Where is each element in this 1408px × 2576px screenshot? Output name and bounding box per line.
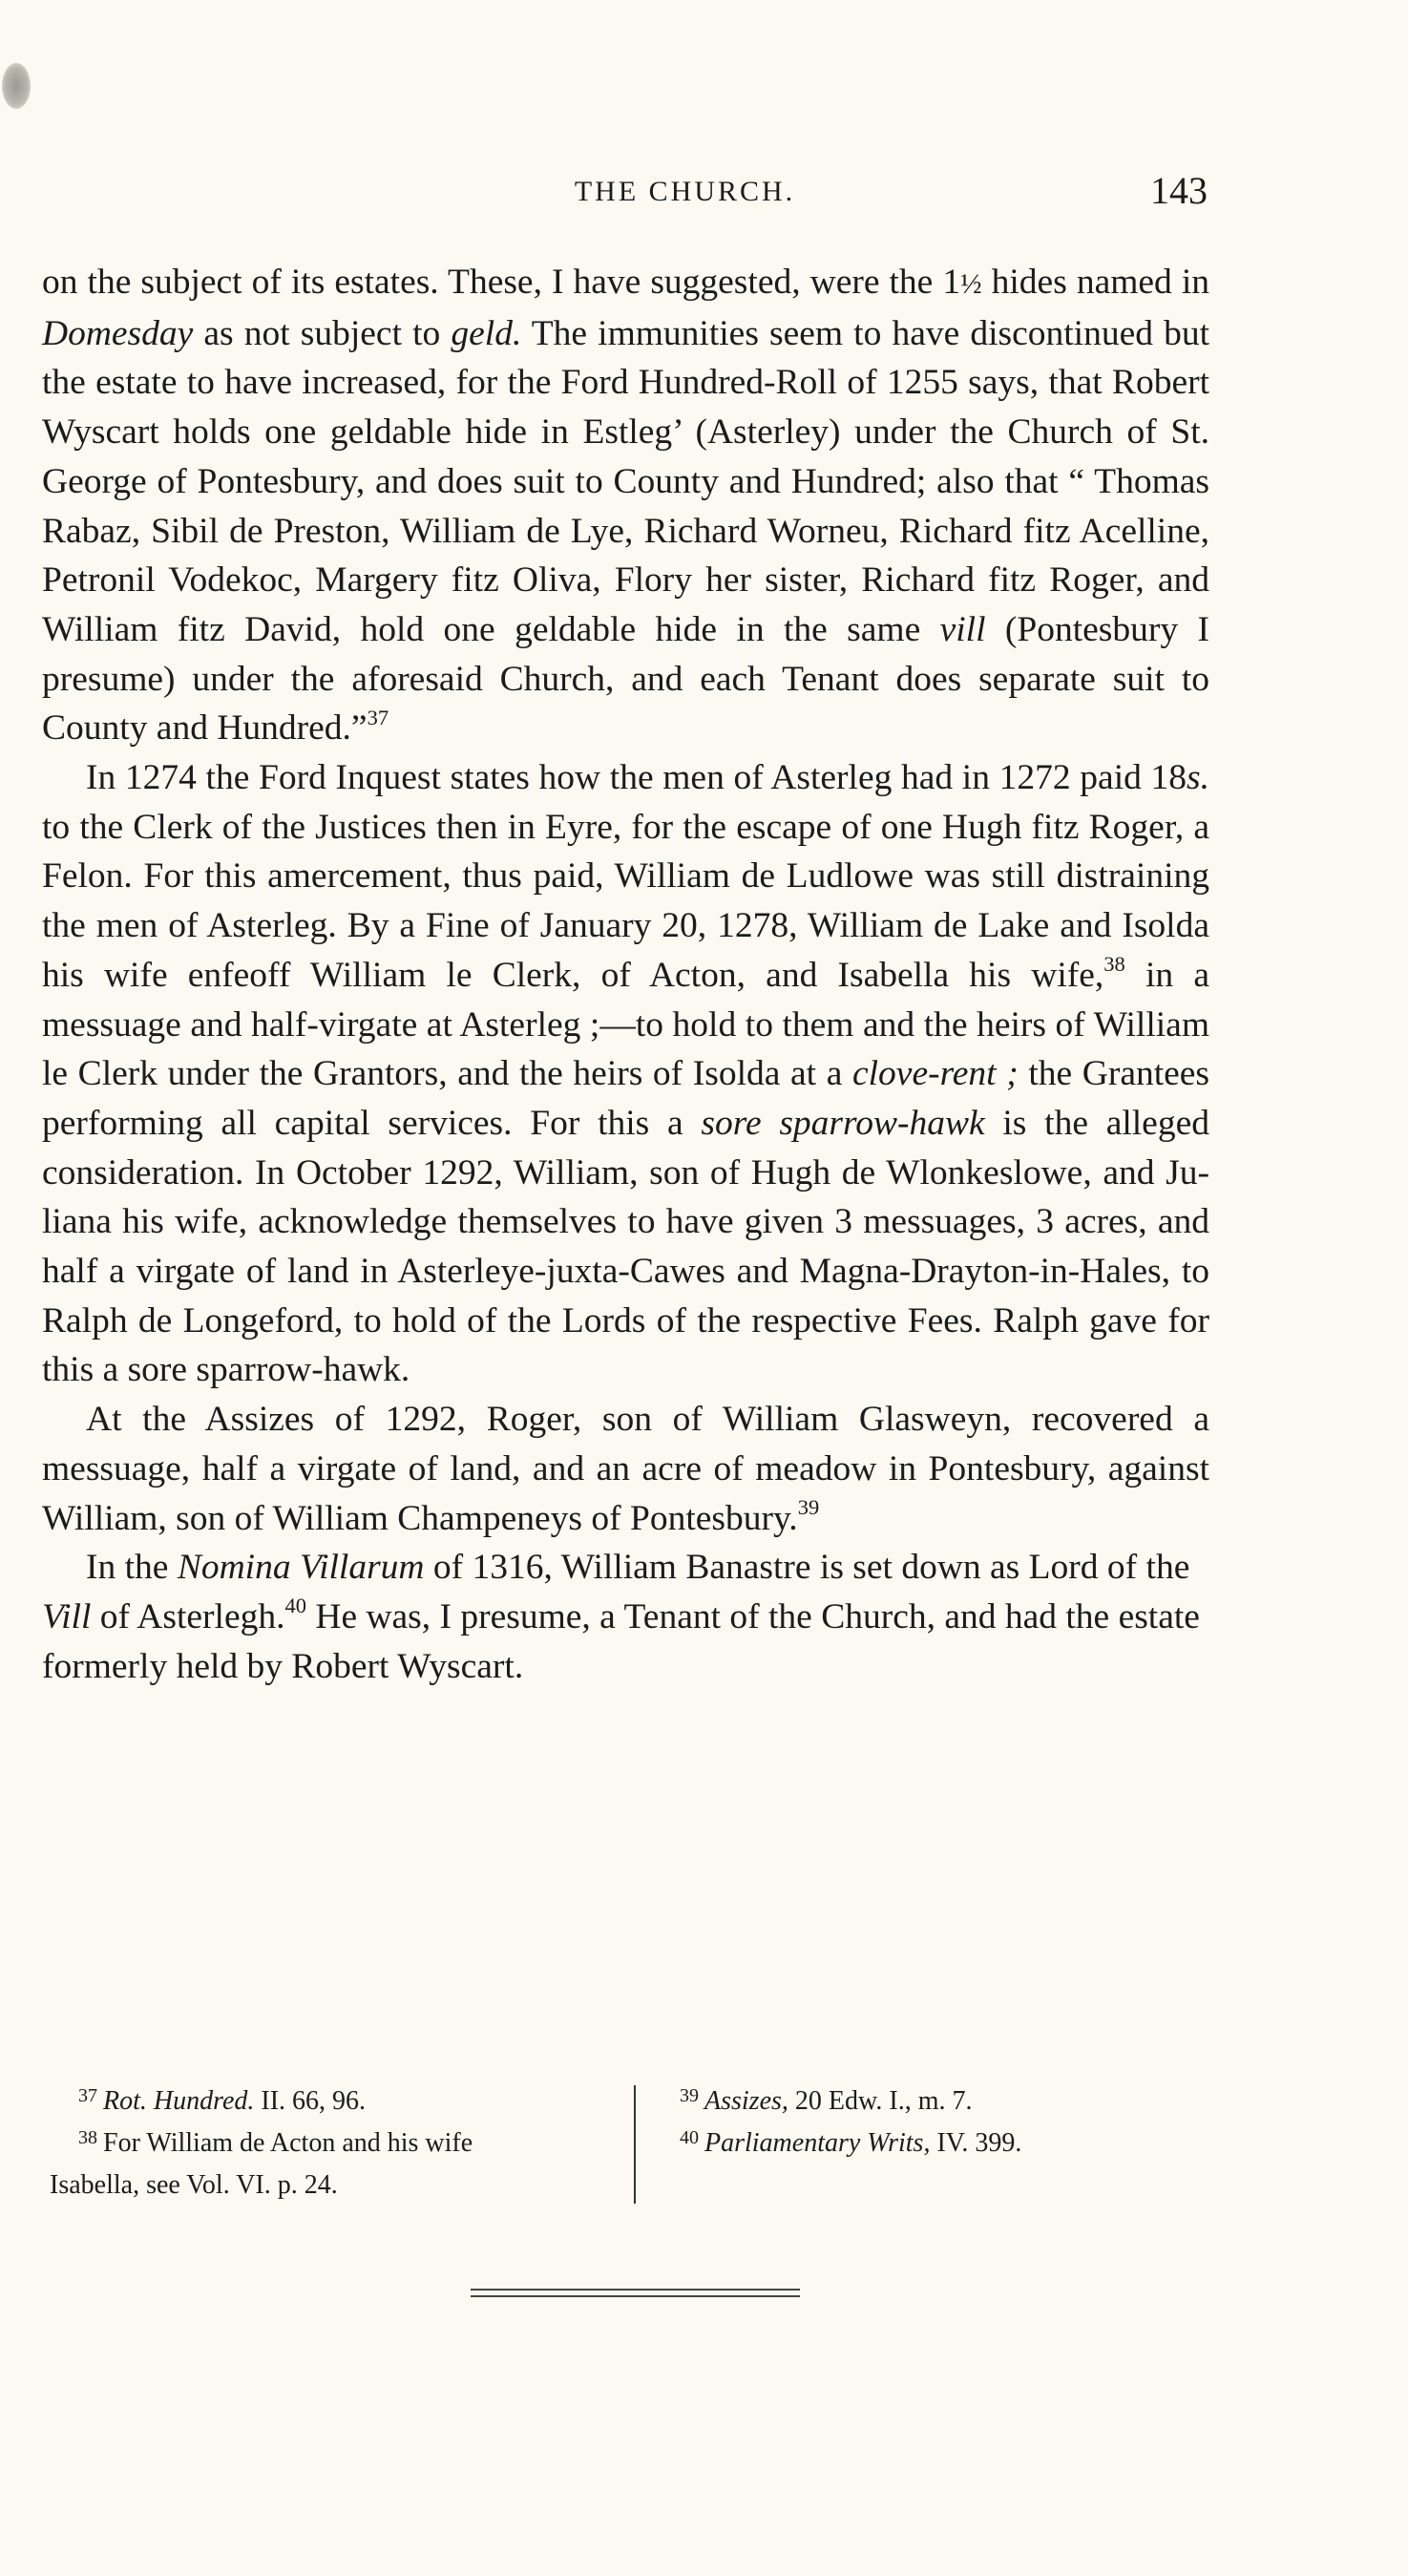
bottom-rule (471, 2295, 800, 2297)
italic-text: geld. (451, 313, 522, 353)
footnote-column-divider (634, 2085, 636, 2204)
footnote-number: 39 (680, 2085, 699, 2106)
text-run: of Asterlegh. (91, 1596, 285, 1636)
running-head (0, 168, 1408, 216)
text-run: the Grantees performing all capital services. For this a (42, 1054, 1210, 1143)
italic-text: vill (939, 609, 986, 649)
paragraph (42, 1543, 1209, 1691)
italic-text: Vill (42, 1596, 92, 1636)
footnote-text: II. 66, 96. (254, 2086, 367, 2116)
text-run: as not subject to (193, 313, 452, 353)
footnote-text: 20 Edw. I., m. 7. (788, 2086, 973, 2116)
paragraph (42, 258, 1209, 753)
text-run: of 1316, William Banastre is set down as Lord of the (424, 1548, 1190, 1588)
footnote-number: 37 (78, 2085, 97, 2106)
text-run: In 1274 the Ford Inquest states how the men of Asterleg had in 1272 paid 18 (86, 758, 1187, 798)
footnote-reference: 37 (367, 705, 389, 729)
footnote-reference: 38 (1103, 952, 1125, 977)
text-run: He was, I presume, a Tenant of the Church, and had the estate formerly held by Robert Wyscart. (42, 1596, 1200, 1686)
text-run: hides named in (981, 263, 1209, 302)
text-run: is the alleged consideration. In October 1292, William, son of Hugh de Wlonkeslowe, and Juliana his wife, acknowledge themselves to have given 3 messuages, 3 acres, and half a virgate of land in Asterleye-juxta-Cawes and Magna-Drayton-in-Hales, to Ralph de Longeford, to hold of the Lords of the respective Fees. Ralph gave for this a sore sparrow-hawk. (42, 1103, 1209, 1390)
text-run: At the Assizes of 1292, Roger, son of William Glasweyn, recovered a messuage, half a virgate of land, and an acre of meadow in Pontesbury, against William, son of William Champeneys of Pontesbury. (42, 1400, 1209, 1538)
italic-text: clove-rent ; (851, 1054, 1019, 1094)
text-run: in a messuage and half-virgate at Asterleg ;—to hold to them and the heirs of William le Clerk under the Grantors, and the heirs of Isolda at a (42, 955, 1209, 1094)
ink-blot (2, 63, 31, 109)
italic-text: Nomina Villarum (177, 1548, 425, 1588)
footnote-citation: Parliamentary Writs, (704, 2128, 931, 2158)
italic-text: sore sparrow-hawk (701, 1103, 985, 1143)
footnote-citation: Assizes, (704, 2086, 788, 2116)
footnotes-left-column (50, 2081, 662, 2205)
footnote-text: For William de Acton and his wife (103, 2128, 473, 2158)
text-run: (Pontesbury I presume) under the aforesaid Church, and each Tenant does separate suit to County and Hundred.” (42, 609, 1209, 749)
page-number: 143 (1150, 169, 1208, 212)
running-head-title: THE CHURCH. (574, 176, 796, 207)
footnote-reference: 40 (284, 1594, 306, 1618)
footnote-39 (680, 2081, 1195, 2123)
italic-text: s. (1187, 758, 1209, 798)
text-run: The immunities seem to have discontinued but the estate to have increased, for the Ford Hundred-Roll of 1255 says, that Robert Wyscart holds one geldable hide in Estleg’ (Asterley) under the Church of St. George of Pontesbury, and does suit to County and Hundred; also that “ Thomas Rabaz, Sibil de Preston, William de Lye, Richard Worneu, Richard fitz Acelline, Petronil Vodekoc, Margery fitz Oliva, Flory her sister, Richard fitz Roger, and William fitz David, hold one geldable hide in the same (42, 313, 1209, 649)
fraction: ½ (960, 268, 982, 300)
footnote-text: IV. 399. (930, 2128, 1022, 2158)
footnote-citation: Rot. Hundred. (103, 2086, 255, 2116)
paragraph (42, 1395, 1209, 1543)
footnote-reference: 39 (797, 1494, 820, 1519)
text-run: on the subject of its estates. These, I have suggested, were the 1 (42, 263, 961, 302)
footnotes (50, 2081, 1207, 2244)
footnote-number: 38 (78, 2127, 97, 2148)
footnote-40 (680, 2123, 1195, 2165)
footnote-37 (78, 2081, 662, 2123)
footnote-number: 40 (680, 2127, 699, 2148)
text-run: to the Clerk of the Justices then in Eyre, for the escape of one Hugh fitz Roger, a Felon. For this amercement, thus paid, William de Ludlowe was still distraining the men of Asterleg. By a Fine of January 20, 1278, William de Lake and Isolda his wife enfeoff William le Clerk, of Acton, and Isabella his wife, (42, 807, 1209, 995)
bottom-rule (471, 2289, 800, 2291)
footnotes-right-column (680, 2081, 1195, 2165)
footnote-38 (78, 2123, 662, 2165)
text-run: In the (86, 1548, 178, 1588)
footnote-38-continuation: Isabella, see Vol. VI. p. 24. (50, 2170, 338, 2200)
italic-text: Domesday (42, 313, 194, 353)
body-text (42, 258, 1209, 1691)
paragraph (42, 753, 1209, 1395)
